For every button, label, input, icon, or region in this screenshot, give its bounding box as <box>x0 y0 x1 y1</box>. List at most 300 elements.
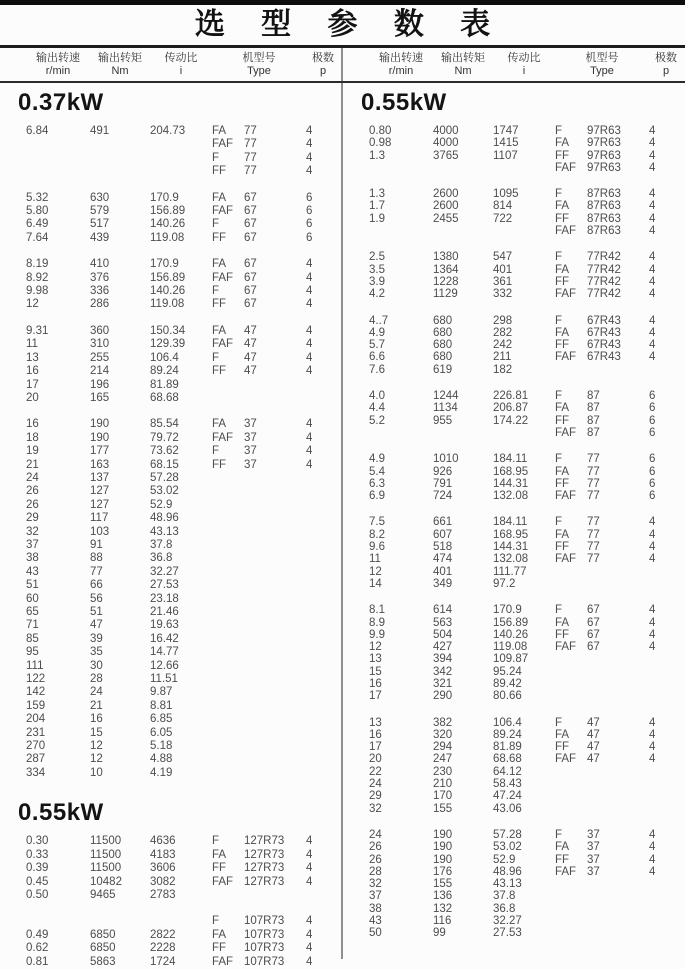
poles-cell <box>306 700 340 713</box>
type-size-cell: 77R42 <box>587 251 621 264</box>
type-size-cell: 77 <box>587 516 600 529</box>
section-heading: 0.37kW <box>18 89 104 116</box>
speed-cell: 204 <box>26 713 46 726</box>
type-size-cell: 97R63 <box>587 149 621 162</box>
ratio-cell: 57.28 <box>493 828 522 841</box>
poles-cell: 4 <box>306 848 313 861</box>
type-prefix-cell <box>555 890 587 902</box>
torque-cell: 117 <box>90 512 109 525</box>
speed-cell: 15 <box>369 665 382 678</box>
type-prefix-cell <box>212 593 244 606</box>
ratio-cell: 1107 <box>493 149 518 162</box>
speed-cell: 3.9 <box>369 275 385 288</box>
type-prefix-cell <box>212 606 244 619</box>
table-row <box>0 232 341 245</box>
type-prefix-cell: FAF <box>212 875 234 888</box>
type-prefix-cell: F <box>212 285 220 298</box>
speed-cell: 43 <box>26 565 39 578</box>
ratio-cell: 4.19 <box>150 766 173 779</box>
torque-cell: 661 <box>433 516 453 529</box>
torque-cell: 401 <box>433 565 453 578</box>
torque-cell <box>90 152 150 165</box>
ratio-cell <box>150 915 212 928</box>
poles-cell: 4 <box>649 275 656 288</box>
type-prefix-cell: FAF <box>555 865 577 878</box>
torque-cell: 439 <box>90 231 110 244</box>
poles-cell: 4 <box>649 865 656 878</box>
ratio-cell: 170.9 <box>150 191 179 204</box>
type-size-cell: 77R42 <box>587 275 621 288</box>
poles-cell <box>649 678 683 690</box>
type-size-cell <box>244 392 306 405</box>
torque-cell: 11500 <box>90 835 122 848</box>
table-row <box>343 188 685 200</box>
type-size-cell: 67 <box>244 205 257 218</box>
row-group <box>343 315 685 376</box>
speed-cell: 270 <box>26 740 46 753</box>
ratio-cell: 106.4 <box>493 716 522 729</box>
type-size-cell: 77 <box>244 138 257 151</box>
column-header-unit: i <box>522 65 526 77</box>
speed-cell: 13 <box>369 716 382 729</box>
ratio-cell: 174.22 <box>493 414 529 427</box>
selection-table <box>0 83 685 968</box>
poles-cell <box>649 364 683 376</box>
type-size-cell <box>244 485 306 498</box>
type-prefix-cell: FA <box>555 465 570 478</box>
torque-cell: 474 <box>433 553 453 566</box>
table-row <box>343 351 685 363</box>
ratio-cell: 204.73 <box>150 125 186 137</box>
ratio-cell: 144.31 <box>493 541 529 554</box>
type-prefix-cell <box>555 653 587 665</box>
speed-cell: 1.3 <box>369 188 385 201</box>
type-prefix-cell: FF <box>212 942 227 955</box>
table-row <box>0 727 341 740</box>
torque-cell: 680 <box>433 326 453 339</box>
poles-cell <box>649 653 683 665</box>
column-header <box>493 52 555 78</box>
row-group <box>0 258 341 312</box>
column-header <box>212 52 306 78</box>
table-row <box>343 415 685 427</box>
column-header <box>306 52 340 78</box>
speed-cell: 65 <box>26 606 39 618</box>
section-heading: 0.55kW <box>361 89 447 116</box>
table-row <box>343 200 685 212</box>
torque-cell: 196 <box>90 378 110 391</box>
table-row <box>0 606 341 619</box>
speed-cell: 8.19 <box>26 258 49 271</box>
column-header-label: 机型号 <box>585 52 619 64</box>
type-size-cell: 47 <box>587 741 600 754</box>
type-prefix-cell <box>212 673 244 686</box>
table-row <box>0 418 341 431</box>
speed-cell: 95 <box>26 646 39 659</box>
type-size-cell: 67 <box>244 285 257 298</box>
table-row <box>343 866 685 878</box>
torque-cell: 190 <box>433 853 453 866</box>
torque-cell: 3765 <box>433 149 459 162</box>
torque-cell: 579 <box>90 205 110 218</box>
column-header <box>369 52 433 78</box>
ratio-cell: 206.87 <box>493 402 529 415</box>
column-header-label: 输出转速 <box>36 52 80 64</box>
ratio-cell: 19.63 <box>150 619 179 632</box>
row-group <box>343 390 685 439</box>
ratio-cell: 129.39 <box>150 338 186 351</box>
poles-cell: 4 <box>649 828 656 841</box>
torque-cell: 382 <box>433 716 453 729</box>
row-group <box>343 453 685 502</box>
poles-cell: 4 <box>649 728 656 741</box>
speed-cell: 8.92 <box>26 271 49 284</box>
ratio-cell: 3082 <box>150 875 176 888</box>
ratio-cell: 11.51 <box>150 673 178 686</box>
torque-cell: 4000 <box>433 137 459 150</box>
speed-cell: 4.9 <box>369 453 385 466</box>
ratio-cell: 1724 <box>150 955 176 968</box>
torque-cell: 1010 <box>433 453 459 466</box>
ratio-cell: 79.72 <box>150 431 179 444</box>
column-headers-right <box>341 48 685 81</box>
column-header <box>649 52 683 78</box>
speed-cell: 0.30 <box>26 835 49 848</box>
speed-cell: 26 <box>369 841 382 854</box>
table-row <box>0 552 341 565</box>
type-size-cell <box>244 552 306 565</box>
poles-cell: 6 <box>306 205 313 218</box>
type-prefix-cell: FA <box>555 200 570 213</box>
type-prefix-cell <box>212 767 244 780</box>
poles-cell: 4 <box>649 314 656 327</box>
type-prefix-cell: F <box>212 351 220 364</box>
ratio-cell: 119.08 <box>493 641 528 654</box>
column-header <box>150 52 212 78</box>
speed-cell <box>369 225 433 237</box>
speed-cell <box>369 162 433 174</box>
torque-cell: 21 <box>90 699 103 712</box>
type-size-cell <box>244 379 306 392</box>
torque-cell: 10482 <box>90 875 122 888</box>
ratio-cell: 52.9 <box>493 853 516 866</box>
poles-cell: 4 <box>649 351 656 364</box>
table-row <box>343 829 685 841</box>
column-header-unit: r/min <box>388 65 414 77</box>
type-size-cell: 47 <box>587 753 600 766</box>
table-row <box>0 512 341 525</box>
table-row <box>0 713 341 726</box>
poles-cell: 4 <box>306 324 313 337</box>
type-prefix-cell <box>212 727 244 740</box>
poles-cell: 4 <box>306 285 313 298</box>
speed-cell: 9.9 <box>369 628 385 641</box>
type-size-cell: 67R43 <box>587 351 621 364</box>
ratio-cell: 156.89 <box>150 205 186 218</box>
speed-cell: 71 <box>26 619 39 632</box>
torque-cell: 1228 <box>433 275 459 288</box>
table-row <box>343 315 685 327</box>
torque-cell <box>433 225 493 237</box>
ratio-cell: 1415 <box>493 137 519 150</box>
poles-cell <box>306 485 340 498</box>
torque-cell: 137 <box>90 471 110 484</box>
speed-cell: 16 <box>26 365 39 378</box>
row-group <box>0 192 341 246</box>
type-size-cell: 77R42 <box>587 288 621 301</box>
ratio-cell: 111.77 <box>493 565 527 578</box>
torque-cell: 132 <box>433 902 453 915</box>
poles-cell: 4 <box>649 516 656 529</box>
torque-cell: 214 <box>90 365 110 378</box>
type-prefix-cell: FAF <box>212 955 234 968</box>
table-row <box>343 803 685 815</box>
poles-cell: 4 <box>306 351 313 364</box>
type-size-cell: 47 <box>244 351 257 364</box>
table-row <box>343 162 685 174</box>
torque-cell: 176 <box>433 865 453 878</box>
torque-cell: 607 <box>433 528 453 541</box>
torque-cell: 163 <box>90 458 110 471</box>
poles-cell <box>306 566 340 579</box>
type-size-cell <box>244 579 306 592</box>
speed-cell: 17 <box>369 741 382 754</box>
ratio-cell: 140.26 <box>150 285 186 298</box>
ratio-cell: 9.87 <box>150 686 173 699</box>
poles-cell: 4 <box>306 875 313 888</box>
ratio-cell: 6.85 <box>150 713 173 726</box>
poles-cell: 4 <box>306 942 313 955</box>
torque-cell: 66 <box>90 579 103 592</box>
type-prefix-cell: F <box>212 445 220 458</box>
ratio-cell: 81.89 <box>493 741 522 754</box>
table-row <box>343 841 685 853</box>
type-prefix-cell <box>212 512 244 525</box>
ratio-cell: 1095 <box>493 188 519 201</box>
poles-cell: 4 <box>649 616 656 629</box>
poles-cell: 4 <box>306 955 313 968</box>
row-group <box>0 418 341 780</box>
table-row <box>343 529 685 541</box>
poles-cell <box>306 499 340 512</box>
speed-cell: 85 <box>26 632 39 645</box>
poles-cell <box>306 606 340 619</box>
ratio-cell <box>150 152 212 165</box>
torque-cell: 1129 <box>433 288 458 301</box>
type-prefix-cell: F <box>212 218 220 231</box>
speed-cell <box>26 138 90 151</box>
torque-cell: 349 <box>433 577 453 590</box>
type-prefix-cell: FF <box>555 853 570 866</box>
table-panel-right <box>341 83 685 959</box>
column-header-unit: r/min <box>45 65 71 77</box>
type-size-cell <box>244 889 306 902</box>
table-row <box>343 753 685 765</box>
torque-cell: 320 <box>433 728 453 741</box>
type-prefix-cell <box>212 566 244 579</box>
table-row <box>343 276 685 288</box>
speed-cell: 24 <box>369 828 382 841</box>
poles-cell <box>306 619 340 632</box>
section-heading: 0.55kW <box>18 799 104 827</box>
type-size-cell: 67 <box>587 616 600 629</box>
row-group <box>343 604 685 702</box>
torque-cell: 103 <box>90 525 110 538</box>
type-size-cell: 87 <box>587 426 600 439</box>
poles-cell: 4 <box>306 915 313 928</box>
ratio-cell: 156.89 <box>150 271 186 284</box>
ratio-cell: 3606 <box>150 862 176 875</box>
speed-cell: 6.6 <box>369 351 385 364</box>
type-size-cell <box>587 364 649 376</box>
torque-cell: 30 <box>90 659 103 672</box>
table-row <box>0 929 341 942</box>
column-header-unit: Type <box>590 65 614 77</box>
table-row <box>343 264 685 276</box>
type-prefix-cell: F <box>555 828 563 841</box>
poles-cell: 4 <box>306 151 313 164</box>
type-prefix-cell: F <box>555 251 563 264</box>
torque-cell: 410 <box>90 258 110 271</box>
type-prefix-cell <box>212 379 244 392</box>
ratio-cell: 53.02 <box>493 841 522 854</box>
type-prefix-cell: FA <box>555 263 570 276</box>
ratio-cell: 48.96 <box>493 865 522 878</box>
type-prefix-cell: F <box>555 125 563 137</box>
type-prefix-cell <box>555 903 587 915</box>
type-size-cell: 67 <box>244 191 257 204</box>
type-prefix-cell: FA <box>212 191 227 204</box>
ratio-cell: 37.8 <box>493 890 516 903</box>
torque-cell: 190 <box>433 841 453 854</box>
torque-cell: 321 <box>433 677 453 690</box>
speed-cell <box>369 427 433 439</box>
torque-cell: 11500 <box>90 862 122 875</box>
poles-cell: 4 <box>649 604 656 617</box>
table-row <box>0 767 341 780</box>
torque-cell: 4000 <box>433 125 459 137</box>
table-row <box>0 835 341 848</box>
type-prefix-cell <box>555 878 587 890</box>
speed-cell: 4.4 <box>369 402 385 415</box>
table-row <box>0 392 341 405</box>
type-size-cell: 47 <box>587 716 600 729</box>
ratio-cell: 8.81 <box>150 699 173 712</box>
table-row <box>0 862 341 875</box>
ratio-cell: 23.18 <box>150 592 179 605</box>
torque-cell: 517 <box>90 218 110 231</box>
column-header-unit: p <box>319 65 327 77</box>
ratio-cell: 140.26 <box>150 218 186 231</box>
type-prefix-cell: FAF <box>212 138 234 151</box>
poles-cell <box>306 889 340 902</box>
table-row <box>343 778 685 790</box>
ratio-cell: 16.42 <box>150 632 179 645</box>
ratio-cell: 1747 <box>493 125 519 137</box>
type-size-cell <box>244 753 306 766</box>
torque-cell: 56 <box>90 592 103 605</box>
ratio-cell: 182 <box>493 363 513 376</box>
ratio-cell: 332 <box>493 288 513 301</box>
speed-cell: 4.0 <box>369 390 385 403</box>
poles-cell <box>306 579 340 592</box>
poles-cell: 4 <box>649 125 656 137</box>
speed-cell: 13 <box>26 351 39 364</box>
ratio-cell: 73.62 <box>150 445 179 458</box>
speed-cell: 28 <box>369 865 382 878</box>
row-group <box>0 915 341 969</box>
type-prefix-cell: F <box>555 314 563 327</box>
type-prefix-cell: FA <box>555 616 570 629</box>
torque-cell: 619 <box>433 363 453 376</box>
torque-cell: 394 <box>433 653 453 666</box>
type-prefix-cell <box>212 539 244 552</box>
torque-cell <box>433 427 493 439</box>
column-header <box>433 52 493 78</box>
type-prefix-cell: FF <box>212 298 227 311</box>
type-size-cell: 77 <box>587 541 600 554</box>
ratio-cell: 89.24 <box>150 365 179 378</box>
torque-cell: 1364 <box>433 263 459 276</box>
poles-cell <box>306 552 340 565</box>
ratio-cell: 43.13 <box>150 525 179 538</box>
speed-cell: 122 <box>26 673 46 686</box>
table-row <box>0 633 341 646</box>
speed-cell: 5.4 <box>369 465 385 478</box>
type-prefix-cell: FA <box>212 258 227 271</box>
type-size-cell: 37 <box>244 431 257 444</box>
speed-cell: 22 <box>369 765 382 778</box>
table-row <box>0 915 341 928</box>
type-size-cell: 67 <box>244 231 257 244</box>
table-row <box>343 903 685 915</box>
type-prefix-cell <box>212 646 244 659</box>
speed-cell: 60 <box>26 592 39 605</box>
table-row <box>343 516 685 528</box>
type-prefix-cell <box>212 686 244 699</box>
speed-cell: 0.49 <box>26 928 49 941</box>
table-row <box>343 213 685 225</box>
poles-cell <box>306 526 340 539</box>
type-prefix-cell <box>212 485 244 498</box>
speed-cell: 16 <box>26 418 39 431</box>
poles-cell: 4 <box>649 753 656 766</box>
ratio-cell: 68.15 <box>150 458 179 471</box>
type-prefix-cell: FA <box>555 841 570 854</box>
type-prefix-cell <box>212 753 244 766</box>
type-size-cell: 87 <box>587 414 600 427</box>
table-row <box>343 390 685 402</box>
ratio-cell: 36.8 <box>150 552 173 565</box>
type-size-cell <box>244 673 306 686</box>
poles-cell <box>306 740 340 753</box>
speed-cell: 29 <box>26 512 39 525</box>
table-row <box>343 604 685 616</box>
poles-cell <box>649 766 683 778</box>
poles-cell: 6 <box>649 426 656 439</box>
poles-cell <box>306 646 340 659</box>
type-size-cell <box>244 593 306 606</box>
speed-cell: 8.1 <box>369 604 385 617</box>
torque-cell: 190 <box>90 431 110 444</box>
table-row <box>343 541 685 553</box>
ratio-cell: 5.18 <box>150 740 173 753</box>
type-size-cell: 47 <box>587 728 600 741</box>
type-prefix-cell: F <box>212 835 220 848</box>
column-header <box>90 52 150 78</box>
type-size-cell <box>244 713 306 726</box>
type-size-cell <box>587 653 649 665</box>
